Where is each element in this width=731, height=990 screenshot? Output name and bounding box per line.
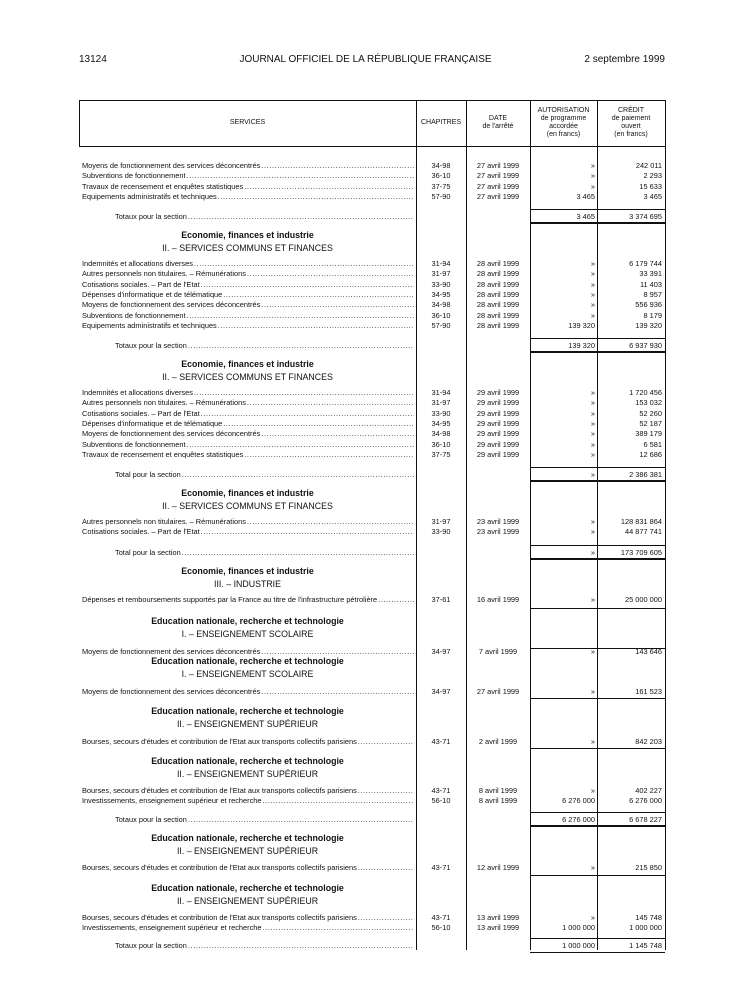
credit-cell: 842 203 xyxy=(635,737,662,746)
chapter-cell: 36-10 xyxy=(431,439,451,449)
date-cell: 7 avril 1999 xyxy=(478,647,518,656)
chapter-cell: 43-71 xyxy=(431,786,451,795)
service-label xyxy=(82,321,414,331)
chapter-cell: 43-71 xyxy=(431,737,451,746)
chapter-cell: 56-10 xyxy=(431,796,451,806)
date-cell: 27 avril 1999 xyxy=(476,687,520,696)
service-label xyxy=(82,687,414,697)
total-box xyxy=(597,938,665,953)
col-header-services: SERVICES xyxy=(229,119,266,126)
date-cell: 2 avril 1999 xyxy=(478,737,518,746)
service-text: Autres personnels non titulaires. – Rémunérations xyxy=(82,269,246,279)
table-row xyxy=(79,419,665,429)
table-row xyxy=(79,913,665,923)
service-text: Dépenses et remboursements supportés par la France au titre de l'infrastructure pétrolière xyxy=(82,595,378,604)
chapter-cell: 31-97 xyxy=(431,398,451,408)
total-label xyxy=(115,941,414,951)
total-credit: 3 374 695 xyxy=(629,212,662,221)
total-credit: 173 709 605 xyxy=(620,548,662,557)
col-header-autorisation: AUTORISATION de programme accordée (en francs) xyxy=(537,107,590,138)
credit-cell: 556 936 xyxy=(635,300,662,310)
date-cell: 16 avril 1999 xyxy=(476,595,520,604)
service-text: Investissements, enseignement supérieur et recherche xyxy=(82,796,262,806)
section-ministry-title: Education nationale, recherche et technologie xyxy=(151,756,344,766)
date-cell: 29 avril 1999 xyxy=(476,429,520,439)
authorization-cell: » xyxy=(590,418,595,428)
credit-cell: 6 581 xyxy=(643,439,662,449)
date-cell: 28 avril 1999 xyxy=(476,310,520,320)
section-separator xyxy=(530,875,665,876)
service-label xyxy=(82,259,414,269)
service-text: Autres personnels non titulaires. – Rémunérations xyxy=(82,398,246,408)
service-label xyxy=(82,300,414,310)
service-label xyxy=(82,419,414,429)
credit-cell: 33 391 xyxy=(639,269,662,279)
table-row xyxy=(79,440,665,450)
section-separator xyxy=(530,480,665,481)
section-ministry-title: Economie, finances et industrie xyxy=(181,230,314,240)
service-text: Moyens de fonctionnement des services déconcentrés xyxy=(82,161,261,170)
authorization-cell: » xyxy=(590,408,595,418)
authorization-cell: » xyxy=(590,449,595,459)
chapter-cell: 33-90 xyxy=(431,279,451,289)
service-text: Equipements administratifs et techniques xyxy=(82,191,217,201)
chapter-cell: 33-90 xyxy=(431,527,451,537)
date-cell: 28 avril 1999 xyxy=(476,259,520,268)
section-service-title: II. – ENSEIGNEMENT SUPÉRIEUR xyxy=(176,846,319,856)
total-label xyxy=(115,212,414,222)
date-cell: 8 avril 1999 xyxy=(478,796,518,806)
credit-cell: 44 877 741 xyxy=(625,527,662,537)
credit-cell: 145 748 xyxy=(635,913,662,922)
table-row xyxy=(79,923,665,933)
authorization-cell: » xyxy=(590,269,595,279)
service-label xyxy=(82,786,414,796)
credit-cell: 1 720 456 xyxy=(629,388,662,397)
date-cell: 23 avril 1999 xyxy=(476,517,520,526)
journal-title: JOURNAL OFFICIEL DE LA RÉPUBLIQUE FRANÇAISE xyxy=(239,54,492,65)
table-row xyxy=(79,863,665,873)
authorization-cell: » xyxy=(590,171,595,181)
section-service-title: II. – SERVICES COMMUNS ET FINANCES xyxy=(162,501,333,511)
credit-cell: 8 179 xyxy=(643,310,662,320)
page-number: 13124 xyxy=(79,54,107,65)
authorization-cell: » xyxy=(590,259,595,268)
credit-cell: 6 179 744 xyxy=(629,259,662,268)
service-label xyxy=(82,913,414,923)
credit-cell: 161 523 xyxy=(635,687,662,696)
chapter-cell: 37-75 xyxy=(431,181,451,191)
total-label xyxy=(115,548,414,558)
date-cell: 29 avril 1999 xyxy=(476,388,520,397)
total-text: Total pour la section xyxy=(115,548,181,557)
section-ministry-title: Education nationale, recherche et technologie xyxy=(151,883,344,893)
authorization-cell: » xyxy=(590,398,595,408)
chapter-cell: 34-95 xyxy=(431,289,451,299)
section-service-title: II. – SERVICES COMMUNS ET FINANCES xyxy=(162,372,333,382)
date-cell: 23 avril 1999 xyxy=(476,527,520,537)
chapter-cell: 36-10 xyxy=(431,171,451,181)
service-label xyxy=(82,269,414,279)
service-label xyxy=(82,429,414,439)
credit-cell: 11 403 xyxy=(639,279,662,289)
chapter-cell: 31-94 xyxy=(431,259,451,268)
credit-cell: 25 000 000 xyxy=(625,595,662,604)
service-text: Subventions de fonctionnement xyxy=(82,171,186,181)
table-row xyxy=(79,311,665,321)
section-separator xyxy=(530,748,665,749)
chapter-cell: 33-90 xyxy=(431,408,451,418)
chapter-cell: 34-95 xyxy=(431,418,451,428)
section-separator xyxy=(530,648,665,649)
section-separator xyxy=(530,825,665,826)
section-separator xyxy=(530,698,665,699)
table-row xyxy=(79,398,665,408)
section-service-title: II. – SERVICES COMMUNS ET FINANCES xyxy=(162,243,333,253)
service-label xyxy=(82,311,414,321)
col-header-chapitres: CHAPITRES xyxy=(420,119,462,126)
credit-cell: 143 646 xyxy=(635,647,662,656)
chapter-cell: 34-98 xyxy=(431,300,451,310)
total-label xyxy=(115,815,414,825)
table-row xyxy=(79,517,665,527)
table-row xyxy=(79,161,665,171)
chapter-cell: 36-10 xyxy=(431,310,451,320)
authorization-cell: » xyxy=(590,161,595,170)
service-label xyxy=(82,290,414,300)
table-row xyxy=(79,687,665,697)
service-label xyxy=(82,527,414,537)
table-row xyxy=(79,280,665,290)
authorization-cell: » xyxy=(590,388,595,397)
section-separator xyxy=(530,222,665,223)
service-label xyxy=(82,398,414,408)
credit-cell: 153 032 xyxy=(635,398,662,408)
date-cell: 28 avril 1999 xyxy=(476,300,520,310)
authorization-cell: 139 320 xyxy=(568,320,595,330)
table-row xyxy=(79,429,665,439)
table-row xyxy=(79,796,665,806)
table-row xyxy=(79,269,665,279)
section-service-title: II. – ENSEIGNEMENT SUPÉRIEUR xyxy=(176,896,319,906)
date-cell: 8 avril 1999 xyxy=(478,786,518,795)
service-text: Moyens de fonctionnement des services déconcentrés xyxy=(82,647,261,656)
date-cell: 27 avril 1999 xyxy=(476,191,520,201)
section-service-title: I. – ENSEIGNEMENT SCOLAIRE xyxy=(181,629,314,639)
chapter-cell: 37-61 xyxy=(431,595,451,604)
authorization-cell: » xyxy=(590,310,595,320)
date-cell: 13 avril 1999 xyxy=(476,913,520,922)
service-label xyxy=(82,182,414,192)
authorization-cell: 6 276 000 xyxy=(562,796,595,806)
total-text: Total pour la section xyxy=(115,470,181,479)
service-label xyxy=(82,796,414,806)
service-text: Dépenses d'informatique et de télématique xyxy=(82,289,223,299)
authorization-cell: » xyxy=(590,279,595,289)
total-credit: 6 937 930 xyxy=(629,341,662,350)
chapter-cell: 34-97 xyxy=(431,687,451,696)
service-text: Travaux de recensement et enquêtes statistiques xyxy=(82,181,244,191)
credit-cell: 52 187 xyxy=(639,418,662,428)
section-separator xyxy=(530,558,665,559)
service-text: Bourses, secours d'études et contribution de l'Etat aux transports collectifs parisiens xyxy=(82,737,357,746)
service-text: Moyens de fonctionnement des services déconcentrés xyxy=(82,429,261,439)
chapter-cell: 31-94 xyxy=(431,388,451,397)
table-row xyxy=(79,321,665,331)
service-label xyxy=(82,192,414,202)
total-text: Totaux pour la section xyxy=(115,212,187,221)
section-ministry-title: Education nationale, recherche et technologie xyxy=(151,656,344,666)
service-text: Autres personnels non titulaires. – Rémunérations xyxy=(82,517,246,526)
total-authorization: 1 000 000 xyxy=(562,941,595,950)
service-label xyxy=(82,388,414,398)
section-service-title: II. – ENSEIGNEMENT SUPÉRIEUR xyxy=(176,769,319,779)
section-ministry-title: Education nationale, recherche et technologie xyxy=(151,616,344,626)
chapter-cell: 43-71 xyxy=(431,913,451,922)
total-credit: 6 678 227 xyxy=(629,815,662,824)
table-row xyxy=(79,300,665,310)
table-row xyxy=(79,786,665,796)
authorization-cell: » xyxy=(590,527,595,537)
total-box xyxy=(530,938,597,953)
chapter-cell: 43-71 xyxy=(431,863,451,872)
service-text: Cotisations sociales. – Part de l'Etat xyxy=(82,408,200,418)
authorization-cell: » xyxy=(590,429,595,439)
total-authorization: » xyxy=(590,548,595,557)
date-cell: 29 avril 1999 xyxy=(476,408,520,418)
section-service-title: I. – ENSEIGNEMENT SCOLAIRE xyxy=(181,669,314,679)
section-service-title: III. – INDUSTRIE xyxy=(214,579,281,589)
service-text: Dépenses d'informatique et de télématique xyxy=(82,418,223,428)
service-label xyxy=(82,923,414,933)
chapter-cell: 31-97 xyxy=(431,517,451,526)
chapter-cell: 37-75 xyxy=(431,449,451,459)
total-authorization: 6 276 000 xyxy=(562,815,595,824)
credit-cell: 15 633 xyxy=(639,181,662,191)
service-label xyxy=(82,450,414,460)
service-text: Bourses, secours d'études et contribution de l'Etat aux transports collectifs parisiens xyxy=(82,913,357,922)
date-cell: 28 avril 1999 xyxy=(476,320,520,330)
chapter-cell: 57-90 xyxy=(431,191,451,201)
section-ministry-title: Education nationale, recherche et technologie xyxy=(151,833,344,843)
col-header-date: DATE de l'arrêté xyxy=(482,115,514,130)
service-label xyxy=(82,161,414,171)
credit-cell: 402 227 xyxy=(635,786,662,795)
authorization-cell: 1 000 000 xyxy=(562,923,595,933)
date-cell: 27 avril 1999 xyxy=(476,181,520,191)
section-separator xyxy=(530,608,665,609)
service-text: Bourses, secours d'études et contribution de l'Etat aux transports collectifs parisiens xyxy=(82,786,357,795)
issue-date: 2 septembre 1999 xyxy=(584,54,665,65)
date-cell: 28 avril 1999 xyxy=(476,269,520,279)
service-text: Cotisations sociales. – Part de l'Etat xyxy=(82,279,200,289)
chapter-cell: 34-98 xyxy=(431,429,451,439)
chapter-cell: 34-98 xyxy=(431,161,451,170)
table-row xyxy=(79,388,665,398)
table-row xyxy=(79,527,665,537)
total-text: Totaux pour la section xyxy=(115,815,187,824)
chapter-cell: 31-97 xyxy=(431,269,451,279)
section-separator xyxy=(530,351,665,352)
date-cell: 28 avril 1999 xyxy=(476,279,520,289)
date-cell: 29 avril 1999 xyxy=(476,439,520,449)
section-ministry-title: Economie, finances et industrie xyxy=(181,359,314,369)
service-text: Subventions de fonctionnement xyxy=(82,310,186,320)
table-row xyxy=(79,737,665,747)
credit-cell: 8 957 xyxy=(643,289,662,299)
credit-cell: 215 850 xyxy=(635,863,662,872)
authorization-cell: » xyxy=(590,737,595,746)
total-authorization: 3 465 xyxy=(576,212,595,221)
credit-cell: 1 000 000 xyxy=(629,923,662,933)
total-authorization: » xyxy=(590,470,595,479)
table-row xyxy=(79,182,665,192)
total-credit: 2 386 381 xyxy=(629,470,662,479)
total-authorization: 139 320 xyxy=(568,341,595,350)
section-ministry-title: Education nationale, recherche et technologie xyxy=(151,706,344,716)
col-header-credit: CRÉDIT de paiement ouvert (en francs) xyxy=(611,107,651,138)
authorization-cell: » xyxy=(590,687,595,696)
service-text: Cotisations sociales. – Part de l'Etat xyxy=(82,527,200,537)
chapter-cell: 34-97 xyxy=(431,647,451,656)
authorization-cell: » xyxy=(590,300,595,310)
service-label xyxy=(82,737,414,747)
date-cell: 28 avril 1999 xyxy=(476,289,520,299)
chapter-cell: 56-10 xyxy=(431,923,451,933)
table-row xyxy=(79,409,665,419)
total-text: Totaux pour la section xyxy=(115,341,187,350)
service-text: Subventions de fonctionnement xyxy=(82,439,186,449)
authorization-cell: » xyxy=(590,595,595,604)
service-label xyxy=(82,517,414,527)
section-ministry-title: Economie, finances et industrie xyxy=(181,566,314,576)
date-cell: 27 avril 1999 xyxy=(476,171,520,181)
total-label xyxy=(115,341,414,351)
table-row xyxy=(79,450,665,460)
service-label xyxy=(82,440,414,450)
date-cell: 13 avril 1999 xyxy=(476,923,520,933)
section-ministry-title: Economie, finances et industrie xyxy=(181,488,314,498)
credit-cell: 12 686 xyxy=(639,449,662,459)
table-row xyxy=(79,171,665,181)
credit-cell: 6 276 000 xyxy=(629,796,662,806)
service-text: Moyens de fonctionnement des services déconcentrés xyxy=(82,687,261,696)
authorization-cell: 3 465 xyxy=(576,191,595,201)
authorization-cell: » xyxy=(590,517,595,526)
section-service-title: II. – ENSEIGNEMENT SUPÉRIEUR xyxy=(176,719,319,729)
credit-cell: 242 011 xyxy=(635,161,662,170)
service-text: Investissements, enseignement supérieur et recherche xyxy=(82,923,262,933)
authorization-cell: » xyxy=(590,786,595,795)
service-text: Travaux de recensement et enquêtes statistiques xyxy=(82,449,244,459)
service-text: Equipements administratifs et techniques xyxy=(82,320,217,330)
authorization-cell: » xyxy=(590,647,595,656)
date-cell: 12 avril 1999 xyxy=(476,863,520,872)
credit-cell: 3 465 xyxy=(643,191,662,201)
date-cell: 27 avril 1999 xyxy=(476,161,520,170)
service-text: Indemnités et allocations diverses xyxy=(82,388,193,397)
credit-cell: 389 179 xyxy=(635,429,662,439)
table-row xyxy=(79,192,665,202)
date-cell: 29 avril 1999 xyxy=(476,418,520,428)
total-credit: 1 145 748 xyxy=(629,941,662,950)
service-text: Bourses, secours d'études et contribution de l'Etat aux transports collectifs parisiens xyxy=(82,863,357,872)
credit-cell: 128 831 864 xyxy=(620,517,662,526)
authorization-cell: » xyxy=(590,863,595,872)
table-row xyxy=(79,290,665,300)
table-row xyxy=(79,259,665,269)
authorization-cell: » xyxy=(590,913,595,922)
credit-cell: 52 260 xyxy=(639,408,662,418)
credit-cell: 139 320 xyxy=(635,320,662,330)
service-text: Indemnités et allocations diverses xyxy=(82,259,193,268)
date-cell: 29 avril 1999 xyxy=(476,449,520,459)
service-label xyxy=(82,171,414,181)
total-label xyxy=(115,470,414,480)
total-text: Totaux pour la section xyxy=(115,941,187,950)
chapter-cell: 57-90 xyxy=(431,320,451,330)
table-row xyxy=(79,595,665,605)
service-label xyxy=(82,863,414,873)
service-label xyxy=(82,595,414,605)
credit-cell: 2 293 xyxy=(643,171,662,181)
service-label xyxy=(82,280,414,290)
date-cell: 29 avril 1999 xyxy=(476,398,520,408)
authorization-cell: » xyxy=(590,439,595,449)
service-text: Moyens de fonctionnement des services déconcentrés xyxy=(82,300,261,310)
service-label xyxy=(82,409,414,419)
authorization-cell: » xyxy=(590,181,595,191)
authorization-cell: » xyxy=(590,289,595,299)
